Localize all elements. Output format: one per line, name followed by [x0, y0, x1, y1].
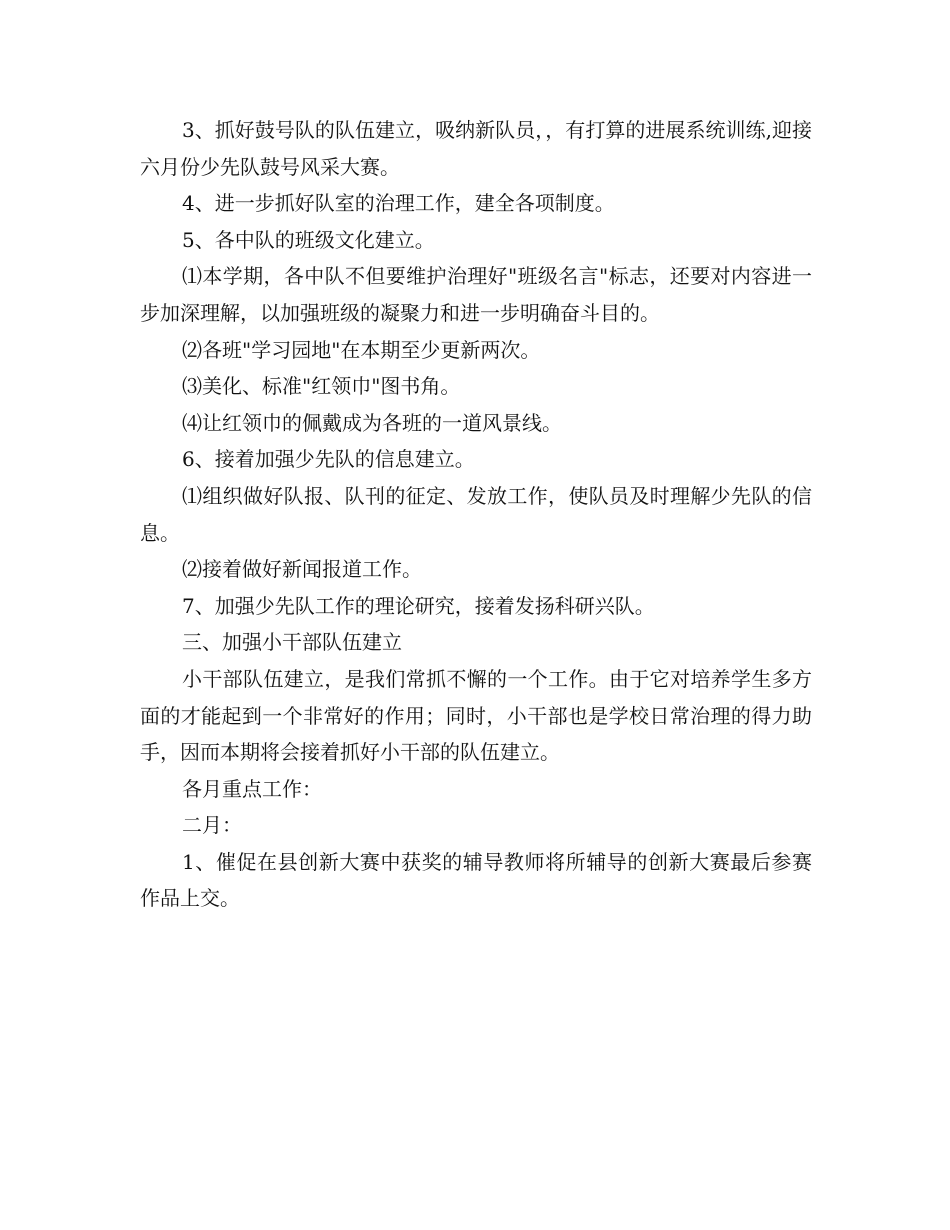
- paragraph-newsletter: ⑴组织做好队报、队刊的征定、发放工作，使队员及时理解少先队的信息。: [140, 483, 812, 545]
- heading-monthly-work: 各月重点工作：: [182, 776, 322, 801]
- paragraph-class-culture: 5、各中队的班级文化建立。: [182, 227, 435, 252]
- paragraph-research: 7、加强少先队工作的理论研究，接着发扬科研兴队。: [182, 593, 655, 618]
- paragraph-team-room: 4、进一步抓好队室的治理工作，建全各项制度。: [182, 191, 615, 216]
- paragraph-information: 6、接着加强少先队的信息建立。: [182, 447, 475, 472]
- paragraph-news-report: ⑵接着做好新闻报道工作。: [182, 557, 422, 582]
- section-heading-cadres: 三、加强小干部队伍建立: [182, 630, 402, 655]
- paragraph-innovation-contest: 1、催促在县创新大赛中获奖的辅导教师将所辅导的创新大赛最后参赛作品上交。: [140, 849, 812, 911]
- paragraph-class-motto: ⑴本学期，各中队不但要维护治理好"班级名言"标志，还要对内容进一步加深理解，以加强班级的凝聚力和进一步明确奋斗目的。: [140, 264, 812, 325]
- paragraph-drum-corps: 3、抓好鼓号队的队伍建立，吸纳新队员，，有打算的进展系统训练,迎接六月份少先队鼓号风采大赛。: [140, 118, 812, 179]
- paragraph-cadres: 小干部队伍建立，是我们常抓不懈的一个工作。由于它对培养学生多方面的才能起到一个非常好的作用；同时，小干部也是学校日常治理的得力助手，因而本期将会接着抓好小干部的队伍建立。: [140, 666, 812, 765]
- document-body: [140, 112, 812, 917]
- paragraph-study-garden: ⑵各班"学习园地"在本期至少更新两次。: [182, 337, 541, 362]
- paragraph-red-scarf: ⑷让红领巾的佩戴成为各班的一道风景线。: [182, 410, 562, 435]
- paragraph-book-corner: ⑶美化、标准"红领巾"图书角。: [182, 374, 461, 399]
- heading-february: 二月：: [182, 813, 242, 838]
